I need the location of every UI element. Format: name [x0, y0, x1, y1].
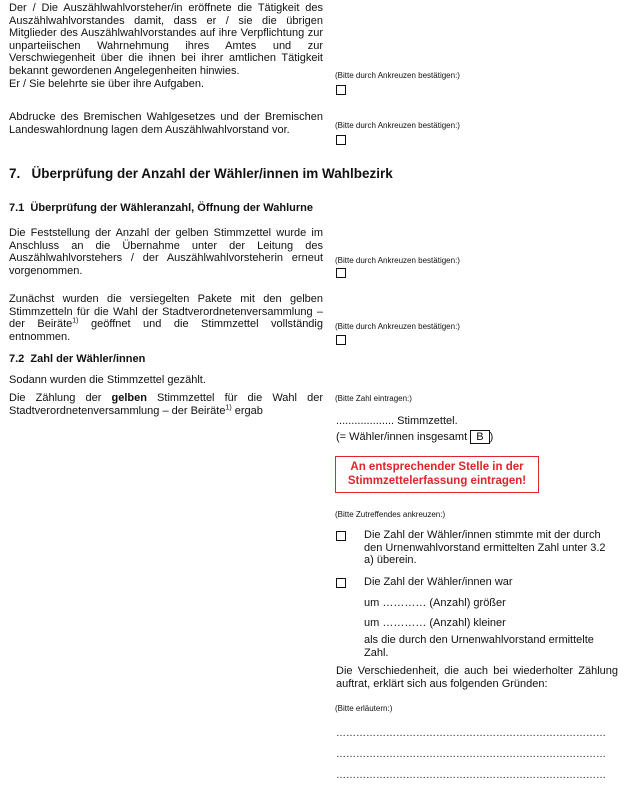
smaller-line[interactable]: um ………… (Anzahl) kleiner	[364, 617, 506, 629]
greater-line[interactable]: um ………… (Anzahl) größer	[364, 597, 506, 609]
difference-paragraph: Die Verschiedenheit, die auch bei wiederholter Zählung auftrat, erklärt sich aus folgenden Gründen:	[336, 665, 618, 690]
yellow-emphasis: gelben	[111, 392, 147, 404]
confirm-checkbox[interactable]	[336, 268, 346, 278]
total-voters-suffix: )	[489, 431, 494, 443]
yellow-count-text-mid: Stimmzettel für die Wahl der Stadtverordnetenversammlung – der Beiräte	[9, 392, 323, 417]
yellow-count-paragraph	[9, 392, 323, 417]
total-voters-line	[336, 430, 493, 444]
section-title: Überprüfung der Anzahl der Wähler/innen im Wahlbezirk	[31, 166, 393, 181]
section-number: 7.	[9, 166, 21, 181]
ballot-count-dots[interactable]: ...................	[336, 415, 395, 427]
enter-number-note: (Bitte Zahl eintragen:)	[335, 394, 412, 403]
subsection-number: 7.2	[9, 353, 25, 365]
section-7-2-heading	[9, 353, 145, 365]
explain-line[interactable]: ………………………………………………………………………	[336, 749, 606, 760]
confirm-checkbox[interactable]	[336, 85, 346, 95]
packets-text: Zunächst wurden die versiegelten Pakete mit den gelben Stimmzetteln für die Wahl der Stadtverordnetenversammlung – der Beiräte	[9, 293, 323, 331]
yellow-count-text-end: ergab	[231, 404, 263, 417]
than-text: als die durch den Urnenwahlvorstand ermittelte Zahl.	[364, 634, 594, 659]
section-7-1-heading	[9, 202, 313, 214]
entry-reminder-line2: Stimmzettelerfassung eintragen!	[347, 475, 527, 487]
option-match-text: Die Zahl der Wähler/innen stimmte mit der durch den Urnenwahlvorstand ermittelten Zahl unter 3.2 a) überein.	[364, 529, 606, 567]
explain-note: (Bitte erläutern:)	[335, 704, 393, 713]
confirm-note: (Bitte durch Ankreuzen bestätigen:)	[335, 121, 460, 130]
packets-paragraph	[9, 293, 323, 343]
entry-reminder-box	[335, 456, 539, 493]
explain-line[interactable]: ………………………………………………………………………	[336, 728, 606, 739]
footnote-ref: 1)	[225, 403, 232, 411]
subsection-title: Überprüfung der Wähleranzahl, Öffnung der Wahlurne	[30, 202, 313, 214]
confirm-checkbox[interactable]	[336, 135, 346, 145]
confirm-note: (Bitte durch Ankreuzen bestätigen:)	[335, 71, 460, 80]
option-differs-checkbox[interactable]	[336, 578, 346, 588]
confirm-checkbox[interactable]	[336, 335, 346, 345]
ballot-count-line[interactable]	[336, 415, 458, 427]
intro-text-instructions: Er / Sie belehrte sie über ihre Aufgaben.	[9, 77, 205, 90]
count-determination-paragraph: Die Feststellung der Anzahl der gelben Stimmzettel wurde im Anschluss an die Übernahme unter der Leitung des Auszählwahlvorstehers / der Auszählwahlvorsteherin erneut vorgenommen.	[9, 227, 323, 277]
laws-paragraph: Abdrucke des Bremischen Wahlgesetzes und der Bremischen Landeswahlordnung lagen dem Auszählwahlvorstand vor.	[9, 111, 323, 136]
intro-text: Der / Die Auszählwahlvorsteher/in eröffnete die Tätigkeit des Auszählwahlvorstandes damit, dass er / sie die übrigen Mitglieder des Auszählwahlvorstandes auf ihre Verpflichtung zur unparteiischen Wahrnehmung ihres Amtes und zur Verschwiegenheit über die ihnen bei ihrer amtlichen Tätigkeit bekannt gewordenen Angelegenheiten hinwies.	[9, 2, 323, 77]
confirm-note: (Bitte durch Ankreuzen bestätigen:)	[335, 256, 460, 265]
confirm-note: (Bitte durch Ankreuzen bestätigen:)	[335, 322, 460, 331]
section-7-heading	[9, 166, 393, 181]
tick-applicable-note: (Bitte Zutreffendes ankreuzen:)	[335, 510, 446, 519]
total-voters-prefix: (= Wähler/innen insgesamt	[336, 431, 468, 443]
option-differs-text: Die Zahl der Wähler/innen war	[364, 576, 513, 588]
field-b-box: B	[470, 430, 489, 444]
subsection-number: 7.1	[9, 202, 25, 214]
option-match-checkbox[interactable]	[336, 531, 346, 541]
footnote-ref: 1)	[72, 317, 79, 325]
entry-reminder-line1: An entsprechender Stelle in der	[350, 461, 524, 473]
intro-paragraph	[9, 2, 323, 90]
yellow-count-text: Die Zählung der	[9, 392, 112, 404]
subsection-title: Zahl der Wähler/innen	[30, 353, 146, 365]
ballot-count-label: Stimmzettel.	[397, 415, 458, 427]
counted-paragraph: Sodann wurden die Stimmzettel gezählt.	[9, 374, 206, 386]
explain-line[interactable]: ………………………………………………………………………	[336, 770, 606, 781]
packets-text-end: geöffnet und die Stimmzettel vollständig entnommen.	[9, 318, 323, 343]
